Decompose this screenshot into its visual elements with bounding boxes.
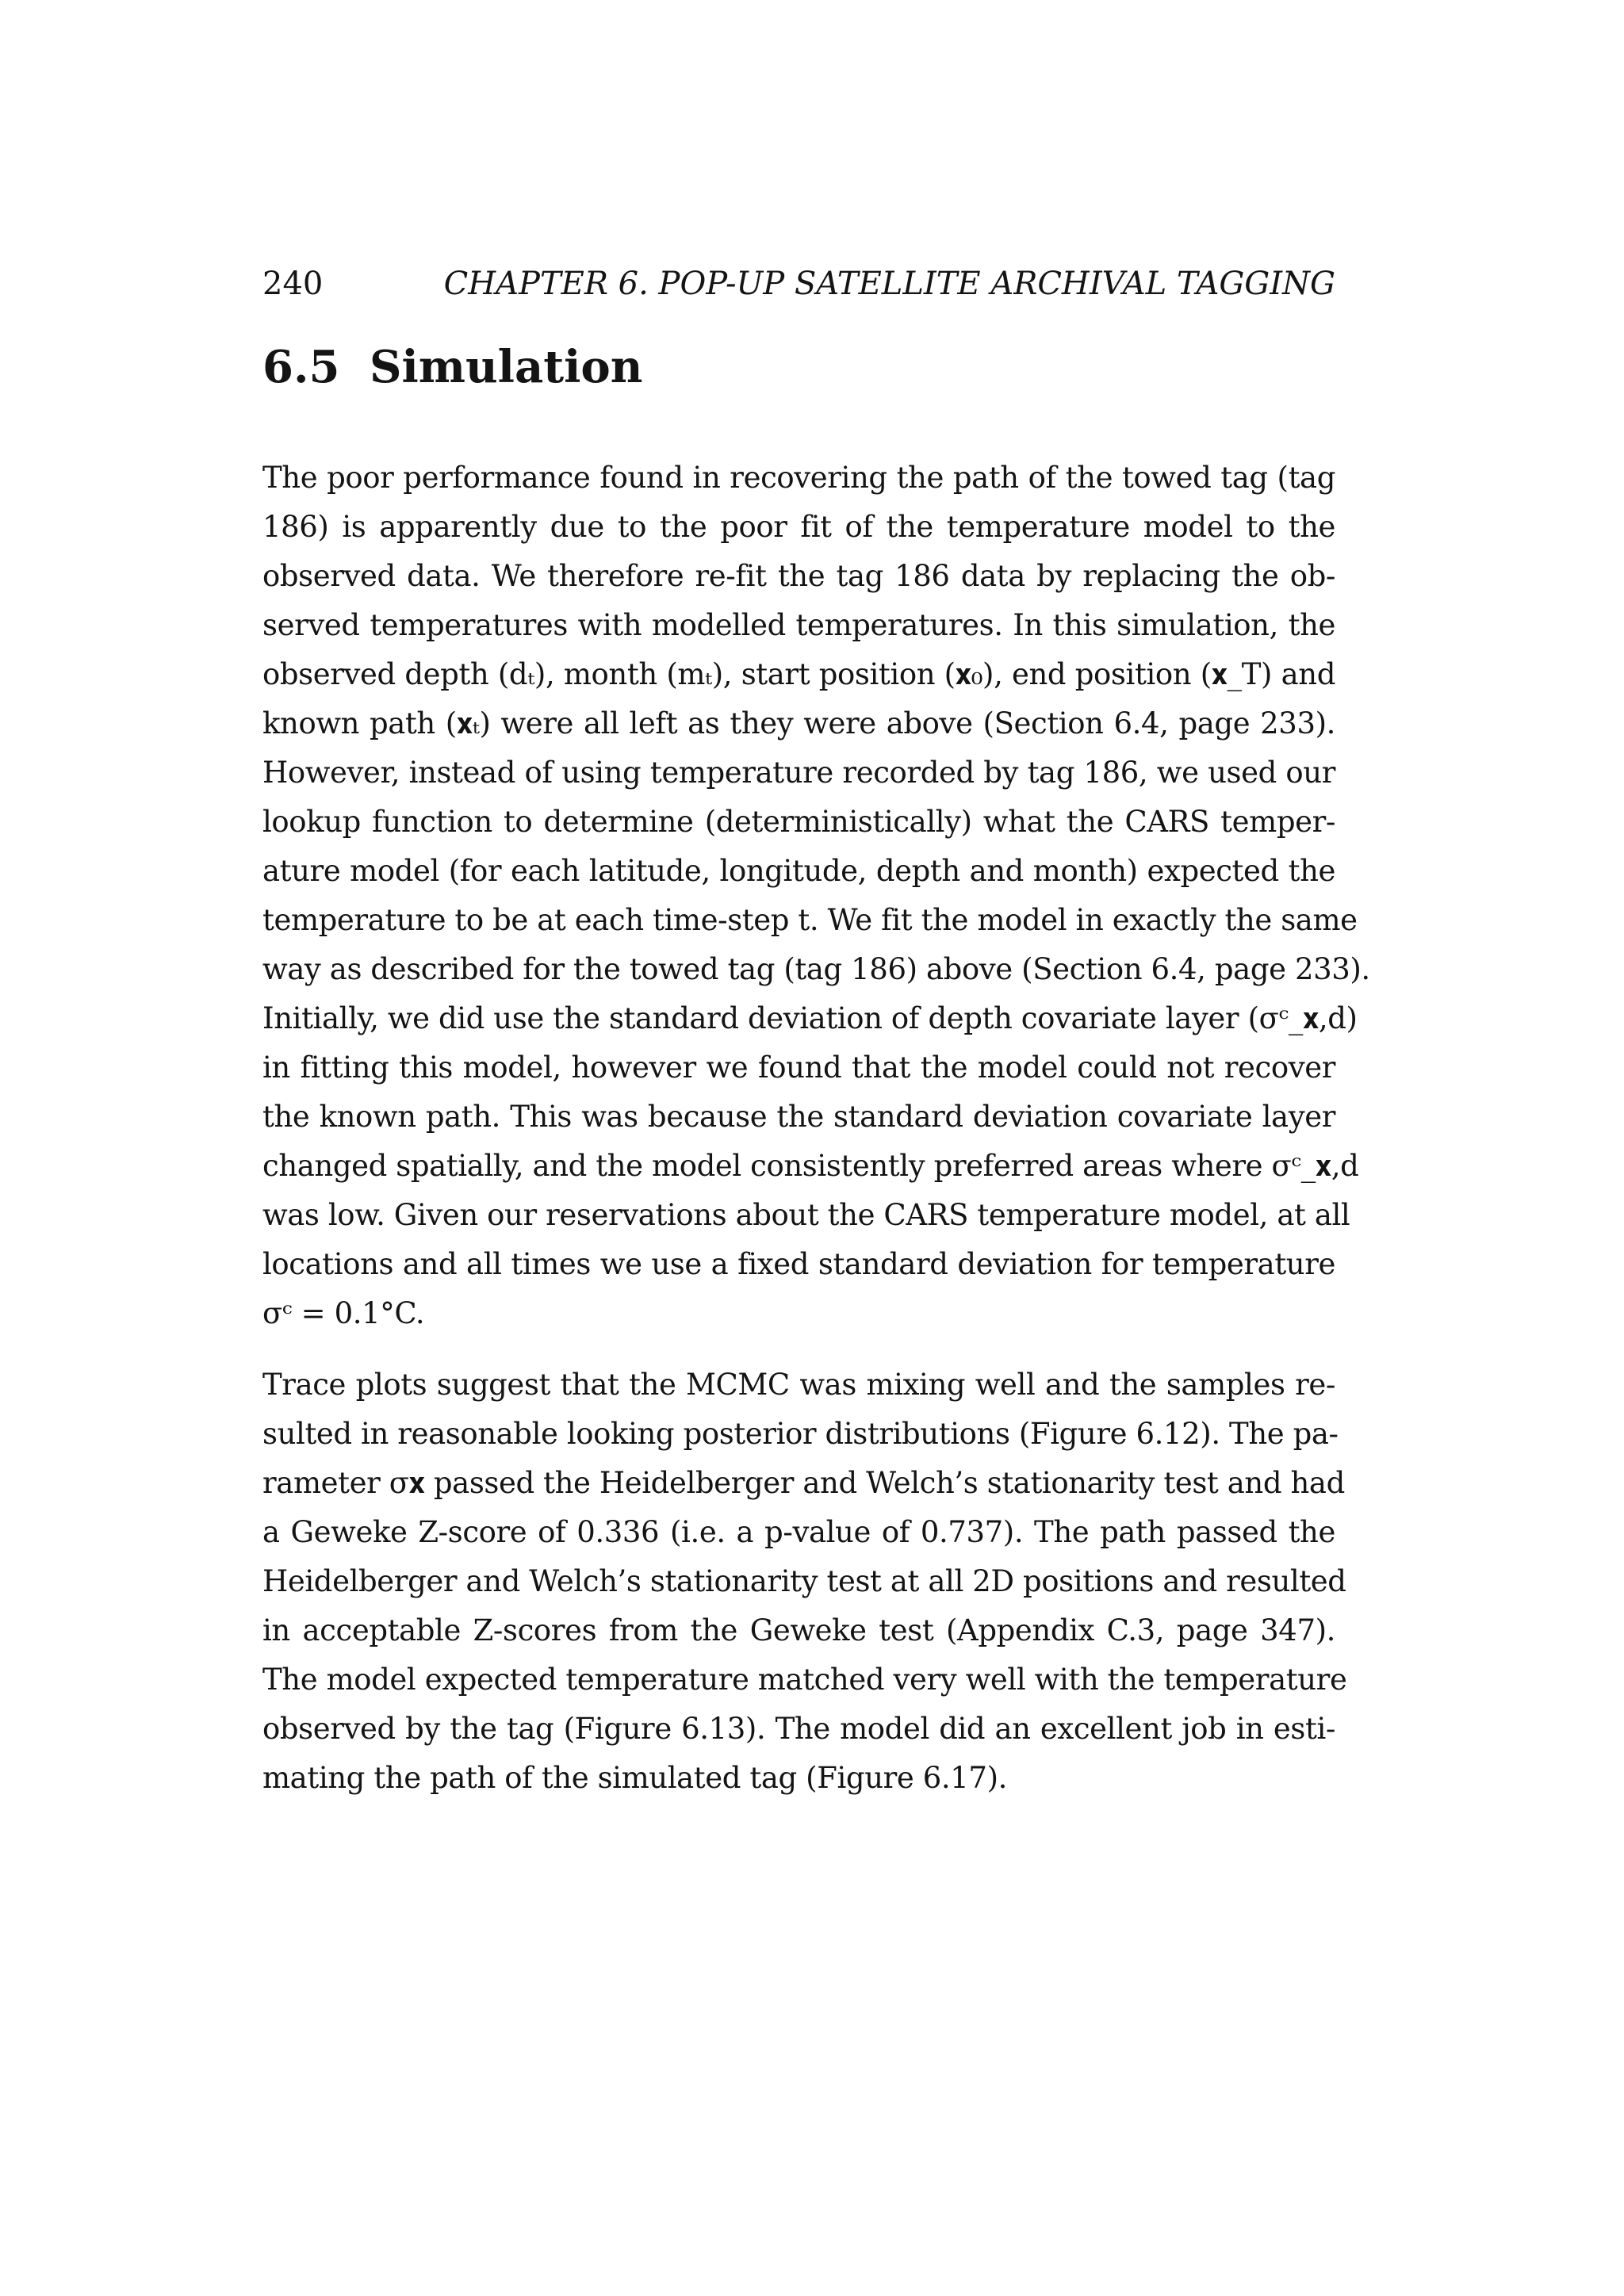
- text-line: rameter σ𝐱 passed the Heidelberger and Welch’s stationarity test and had: [262, 1466, 1345, 1500]
- text-line: observed data. We therefore re-fit the tag 186 data by replacing the ob-: [262, 559, 1335, 593]
- text-line: a Geweke Z-score of 0.336 (i.e. a p-value of 0.737). The path passed the: [262, 1515, 1335, 1549]
- text-line: Trace plots suggest that the MCMC was mixing well and the samples re-: [262, 1368, 1335, 1402]
- text-line: way as described for the towed tag (tag 186) above (Section 6.4, page 233).: [262, 952, 1370, 986]
- text-line: The poor performance found in recovering the path of the towed tag (tag: [262, 461, 1335, 495]
- chapter-title: CHAPTER 6. POP-UP SATELLITE ARCHIVAL TAGGING: [443, 266, 1335, 302]
- text-line: known path (𝐱ₜ) were all left as they were above (Section 6.4, page 233).: [262, 706, 1335, 740]
- text-line: The model expected temperature matched very well with the temperature: [262, 1663, 1347, 1697]
- text-line: observed by the tag (Figure 6.13). The model did an excellent job in esti-: [262, 1712, 1335, 1746]
- text-line: Initially, we did use the standard deviation of depth covariate layer (σᶜ_𝐱,d): [262, 1001, 1358, 1035]
- paragraph-spacer: [262, 1338, 1335, 1360]
- body-text: [262, 453, 1370, 1803]
- text-line: σᶜ = 0.1°C.: [262, 1296, 425, 1330]
- running-head: [262, 260, 1335, 308]
- paragraph: [262, 1360, 1347, 1803]
- section-heading: [262, 333, 642, 401]
- text-line: observed depth (dₜ), month (mₜ), start position (𝐱₀), end position (𝐱_T) and: [262, 657, 1335, 691]
- text-line: in acceptable Z-scores from the Geweke test (Appendix C.3, page 347).: [262, 1613, 1335, 1647]
- text-line: changed spatially, and the model consistently preferred areas where σᶜ_𝐱,d: [262, 1149, 1359, 1183]
- text-line: However, instead of using temperature recorded by tag 186, we used our: [262, 756, 1335, 790]
- text-line: 186) is apparently due to the poor fit of the temperature model to the: [262, 510, 1335, 544]
- text-line: lookup function to determine (deterministically) what the CARS temper-: [262, 805, 1335, 839]
- section-number: 6.5: [262, 341, 340, 393]
- text-line: temperature to be at each time-step t. We fit the model in exactly the same: [262, 903, 1358, 937]
- text-line: Heidelberger and Welch’s stationarity test at all 2D positions and resulted: [262, 1564, 1346, 1598]
- text-line: served temperatures with modelled temperatures. In this simulation, the: [262, 608, 1335, 642]
- text-line: was low. Given our reservations about the CARS temperature model, at all: [262, 1198, 1350, 1232]
- text-line: ature model (for each latitude, longitude, depth and month) expected the: [262, 854, 1335, 888]
- page-number: 240: [262, 266, 324, 302]
- text-line: the known path. This was because the standard deviation covariate layer: [262, 1100, 1335, 1134]
- text-line: sulted in reasonable looking posterior distributions (Figure 6.12). The pa-: [262, 1417, 1339, 1451]
- text-line: mating the path of the simulated tag (Figure 6.17).: [262, 1761, 1007, 1795]
- text-line: locations and all times we use a fixed standard deviation for temperature: [262, 1247, 1335, 1281]
- section-title: Simulation: [370, 341, 643, 393]
- text-line: in fitting this model, however we found that the model could not recover: [262, 1050, 1335, 1085]
- paragraph: [262, 453, 1370, 1338]
